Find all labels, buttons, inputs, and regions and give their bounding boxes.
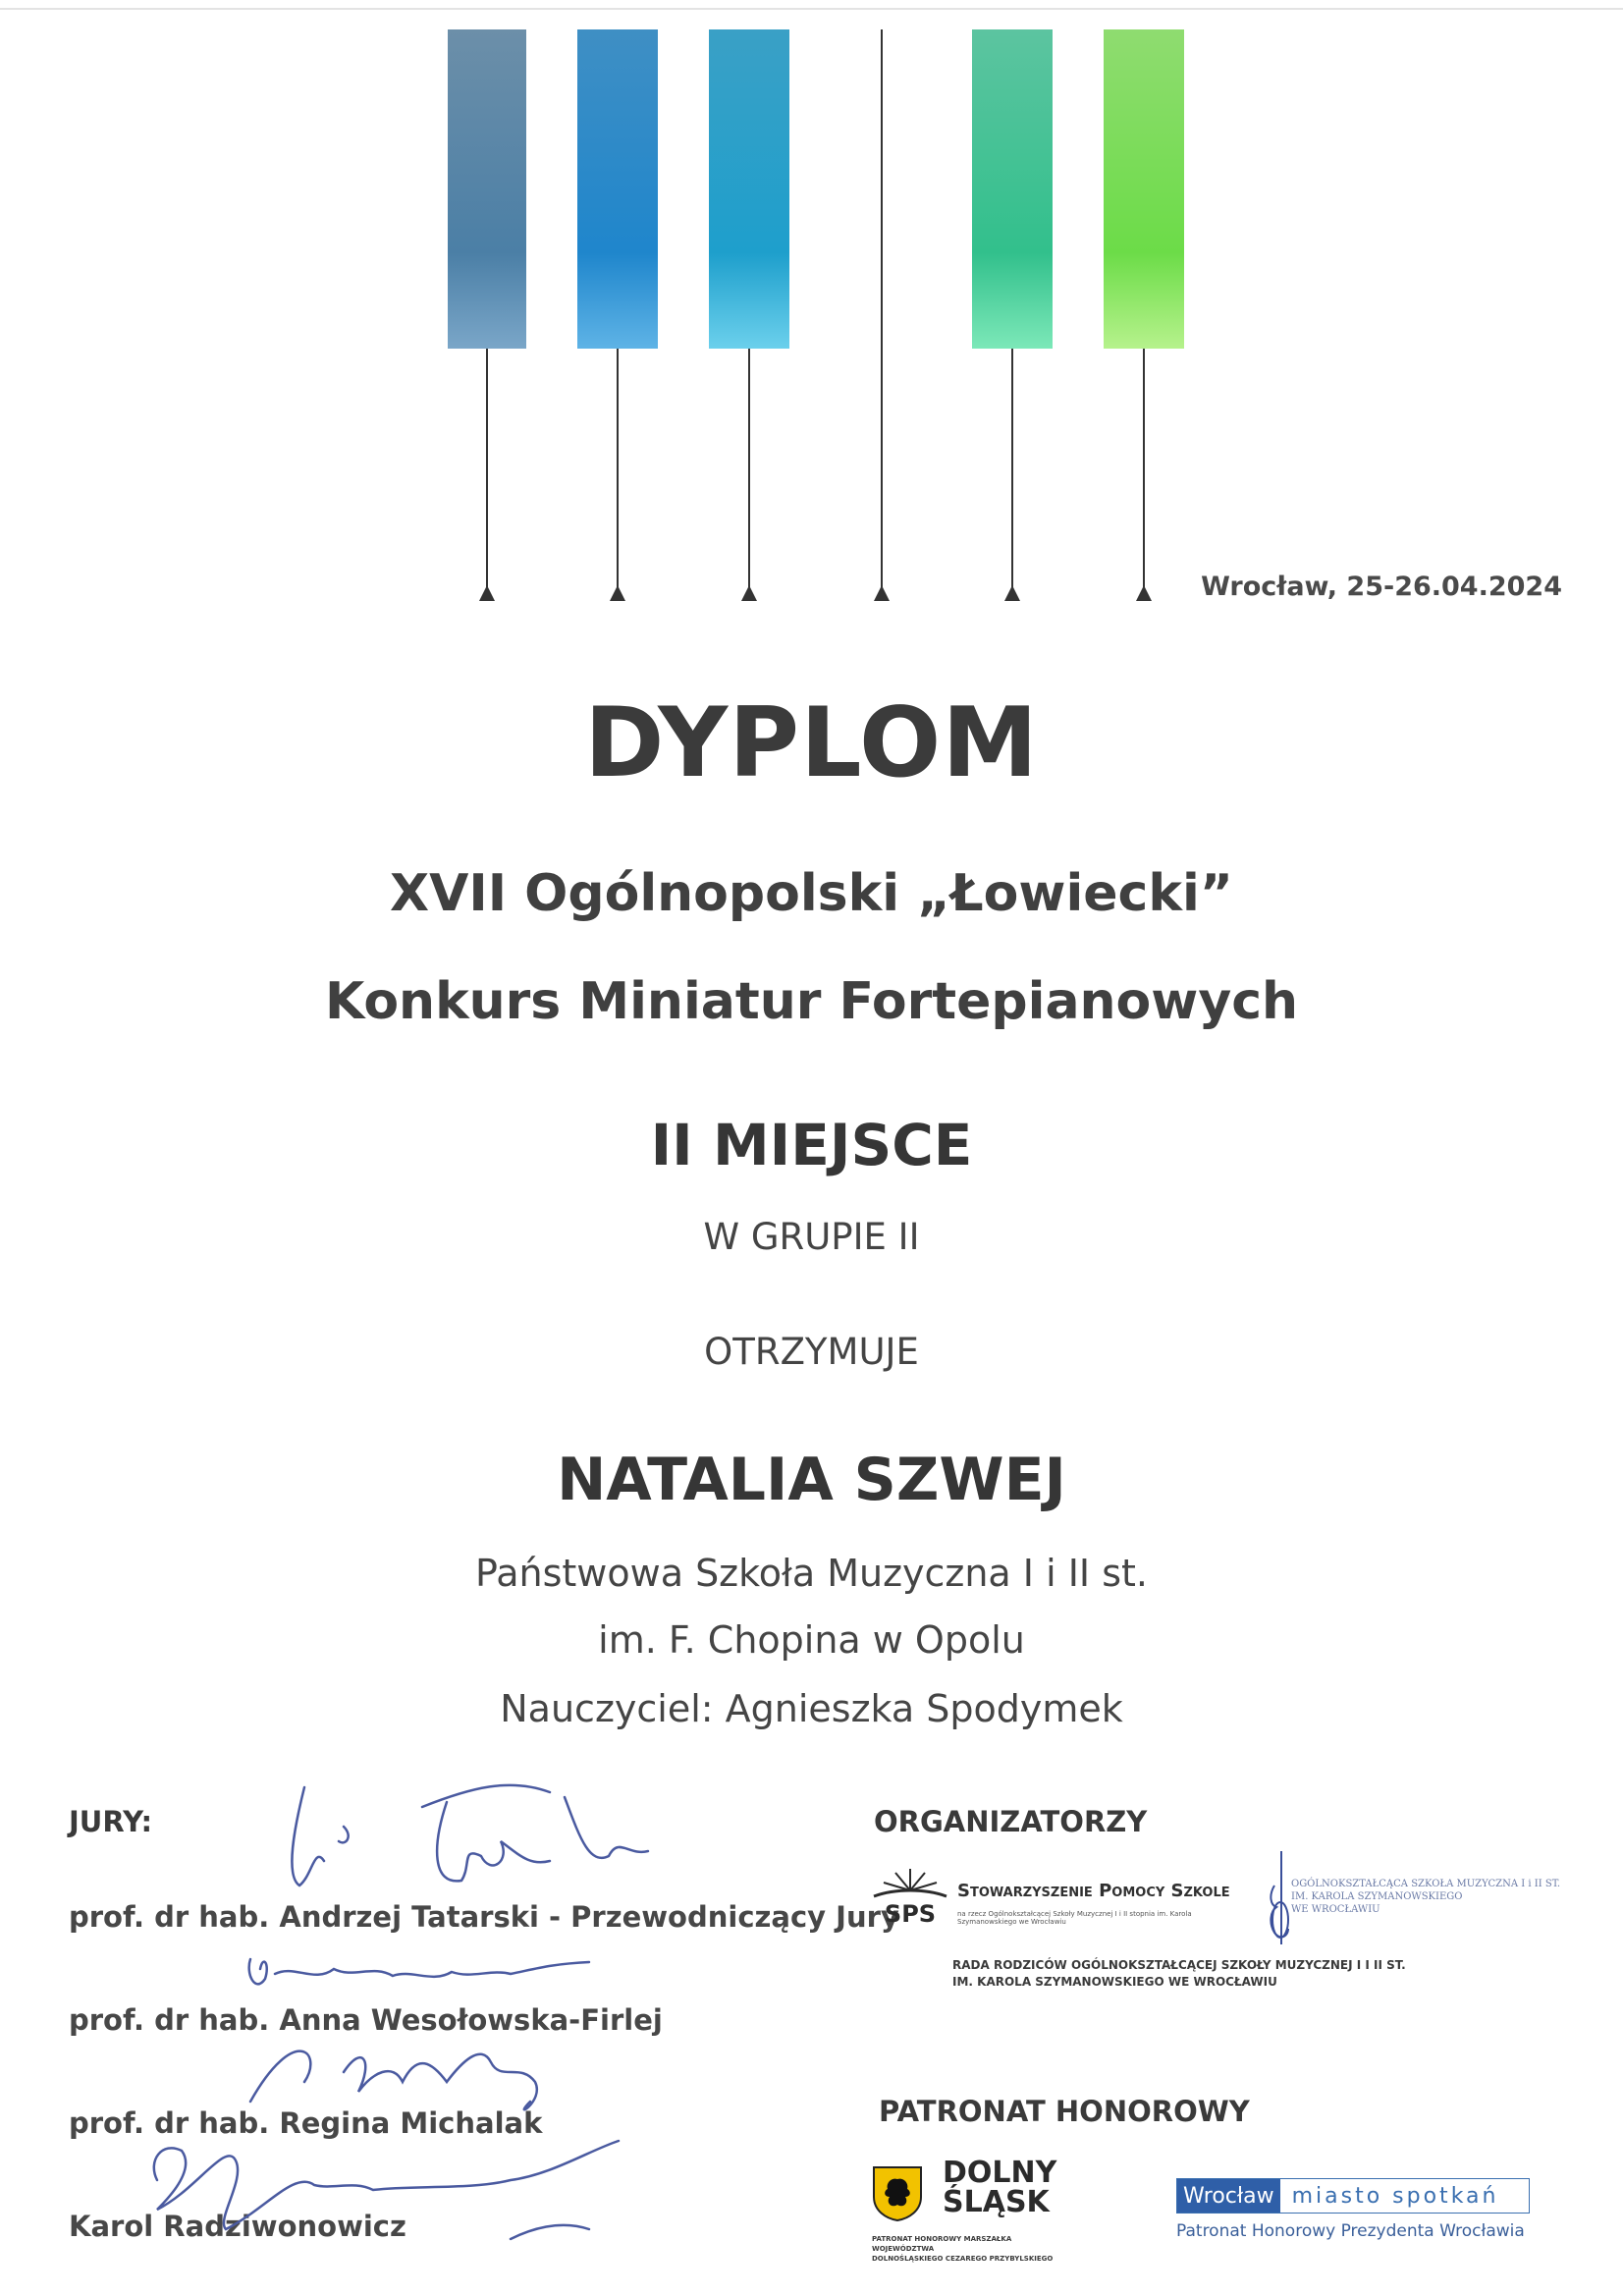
award-place: II MIEJSCE <box>650 1112 973 1178</box>
school-logo-line-2: IM. KAROLA SZYMANOWSKIEGO <box>1291 1891 1463 1902</box>
signature-2 <box>249 1959 589 1984</box>
teacher-line: Nauczyciel: Agnieszka Spodymek <box>500 1687 1123 1730</box>
sps-name: Stowarzyszenie Pomocy Szkole <box>957 1881 1230 1901</box>
key-1 <box>448 29 526 601</box>
receives-label: OTRZYMUJE <box>704 1331 919 1373</box>
signature-3 <box>250 2051 537 2110</box>
jury-heading: JURY: <box>69 1805 153 1838</box>
school-logo-text <box>1291 1878 1596 1916</box>
wroclaw-logo-left: Wrocław <box>1177 2179 1280 2213</box>
sps-logo-icon <box>866 1861 954 1930</box>
school-logo-line-1: OGÓLNOKSZTAŁCĄCA SZKOŁA MUZYCZNA I i II ST. <box>1291 1879 1561 1889</box>
dolny-slask-emblem-icon <box>872 2165 923 2222</box>
piano-keys-decoration <box>0 0 1623 629</box>
organizers-heading: ORGANIZATORZY <box>874 1805 1148 1838</box>
parents-council-line-1: RADA RODZICÓW OGÓLNOKSZTAŁCĄCEJ SZKOŁY MUZYCZNEJ I I II ST. <box>952 1958 1406 1972</box>
jury-member-2: prof. dr hab. Anna Wesołowska-Firlej <box>69 2003 663 2037</box>
jury-member-4: Karol Radziwonowicz <box>69 2210 406 2243</box>
sps-description: na rzecz Ogólnokształcącej Szkoły Muzycznej I i II stopnia im. Karola Szymanowskiego we Wrocławiu <box>957 1910 1192 1926</box>
key-5 <box>972 29 1053 601</box>
dolny-slask-line-1: DOLNY <box>943 2156 1057 2190</box>
mayor-patronage-note: Patronat Honorowy Prezydenta Wrocławia <box>1176 2221 1525 2241</box>
key-3 <box>709 29 789 601</box>
diploma-title: DYPLOM <box>584 687 1039 799</box>
sps-abbr: SPS <box>884 1900 937 1928</box>
dolny-slask-line-2: ŚLĄSK <box>943 2185 1050 2219</box>
marshal-patronage-note <box>872 2234 1068 2264</box>
wroclaw-logo <box>1176 2178 1530 2214</box>
wroclaw-logo-right: miasto spotkań <box>1291 2183 1499 2209</box>
jury-member-3: prof. dr hab. Regina Michalak <box>69 2106 543 2140</box>
award-group: W GRUPIE II <box>703 1216 920 1258</box>
recipient-name: NATALIA SZWEJ <box>557 1446 1066 1514</box>
key-2 <box>577 29 658 601</box>
marshal-note-line-2: DOLNOŚLĄSKIEGO CEZAREGO PRZYBYLSKIEGO <box>872 2255 1054 2263</box>
school-line-2: im. F. Chopina w Opolu <box>598 1618 1025 1662</box>
dolny-slask-name <box>943 2156 1057 2219</box>
competition-line-2: Konkurs Miniatur Fortepianowych <box>324 972 1299 1031</box>
parents-council <box>952 1957 1406 1991</box>
marshal-note-line-1: PATRONAT HONOROWY MARSZAŁKA WOJEWÓDZTWA <box>872 2235 1012 2253</box>
school-logo-line-3: WE WROCŁAWIU <box>1291 1904 1380 1915</box>
jury-member-1: prof. dr hab. Andrzej Tatarski - Przewodniczący Jury <box>69 1900 899 1934</box>
key-4-line <box>874 29 890 601</box>
school-line-1: Państwowa Szkoła Muzyczna I i II st. <box>475 1552 1148 1595</box>
parents-council-line-2: IM. KAROLA SZYMANOWSKIEGO WE WROCŁAWIU <box>952 1975 1277 1989</box>
patronage-heading: PATRONAT HONOROWY <box>879 2095 1250 2128</box>
signature-1 <box>292 1785 648 1886</box>
competition-line-1: XVII Ogólnopolski „Łowiecki” <box>390 864 1233 923</box>
key-6 <box>1104 29 1184 601</box>
issue-date: Wrocław, 25-26.04.2024 <box>1201 572 1562 602</box>
